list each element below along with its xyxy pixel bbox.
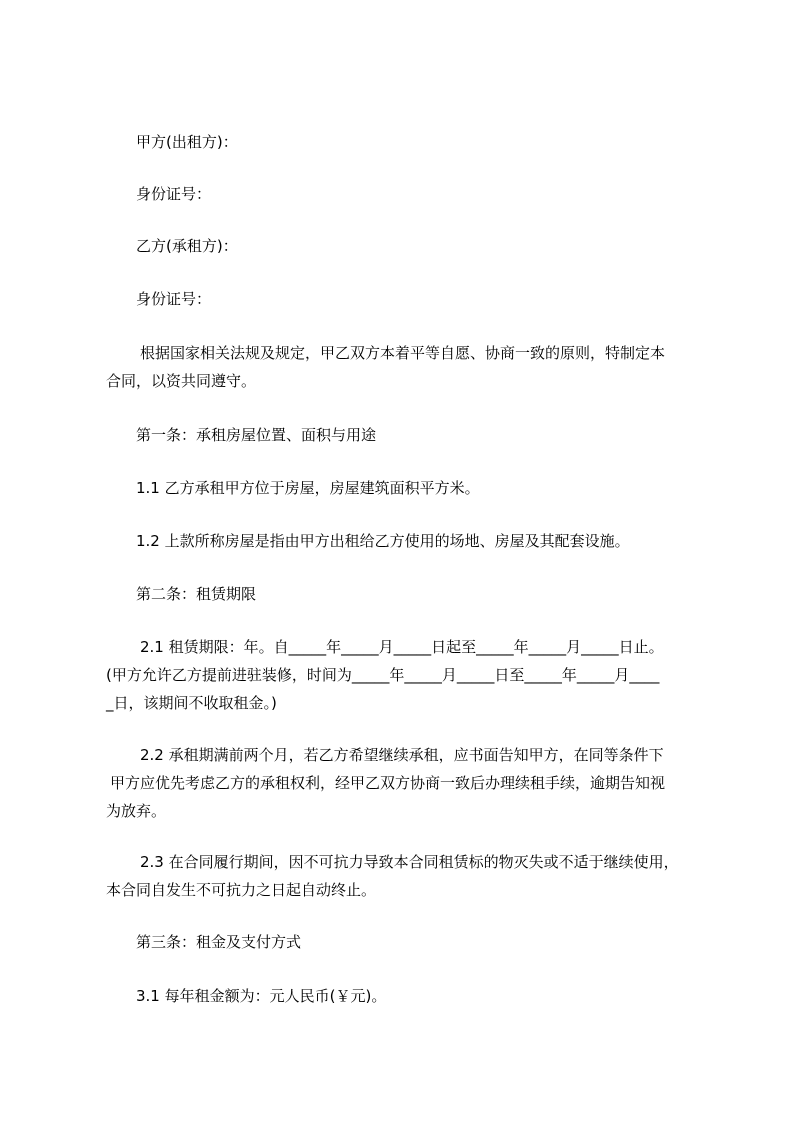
clause-1-2: 1.2 上款所称房屋是指由甲方出租给乙方使用的场地、房屋及其配套设施。: [136, 532, 630, 550]
clause-2-1-line-3: _日，该期间不收取租金。): [106, 694, 277, 712]
clause-2-2-line-3: 为放弃。: [106, 802, 167, 820]
party-a-id-label: 身份证号：: [136, 185, 212, 203]
preamble-line-2: 合同，以资共同遵守。: [106, 372, 257, 390]
clause-2-1-line-1: 2.1 租赁期限：年。自_____年_____月_____日起至_____年_____月_____日止。: [140, 638, 664, 656]
clause-2-3-paragraph: [106, 848, 679, 904]
article-3-title: 第三条：租金及支付方式: [136, 933, 302, 951]
preamble-paragraph: [106, 339, 665, 395]
party-b-id-label: 身份证号：: [136, 290, 212, 308]
article-1-title: 第一条：承租房屋位置、面积与用途: [136, 426, 377, 444]
clause-2-1-line-2: (甲方允许乙方提前进驻装修，时间为_____年_____月_____日至_____年_____月____: [106, 666, 660, 684]
clause-2-1-paragraph: [106, 633, 664, 717]
preamble-line-1: 根据国家相关法规及规定，甲乙双方本着平等自愿、协商一致的原则，特制定本: [140, 344, 666, 362]
clause-1-1: 1.1 乙方承租甲方位于房屋，房屋建筑面积平方米。: [136, 479, 480, 497]
party-a-label: 甲方(出租方)：: [136, 133, 238, 151]
clause-2-2-line-1: 2.2 承租期满前两个月，若乙方希望继续承租，应书面告知甲方，在同等条件下: [140, 746, 664, 764]
clause-2-2-line-2: 甲方应优先考虑乙方的承租权利，经甲乙双方协商一致后办理续租手续，逾期告知视: [110, 774, 666, 792]
article-2-title: 第二条：租赁期限: [136, 585, 257, 603]
clause-2-3-line-1: 2.3 在合同履行期间，因不可抗力导致本合同租赁标的物灭失或不适于继续使用，: [140, 853, 679, 871]
clause-2-2-paragraph: [106, 741, 665, 825]
clause-3-1: 3.1 每年租金额为：元人民币(￥元)。: [136, 987, 387, 1005]
party-b-label: 乙方(承租方)：: [136, 237, 238, 255]
clause-2-3-line-2: 本合同自发生不可抗力之日起自动终止。: [106, 881, 377, 899]
